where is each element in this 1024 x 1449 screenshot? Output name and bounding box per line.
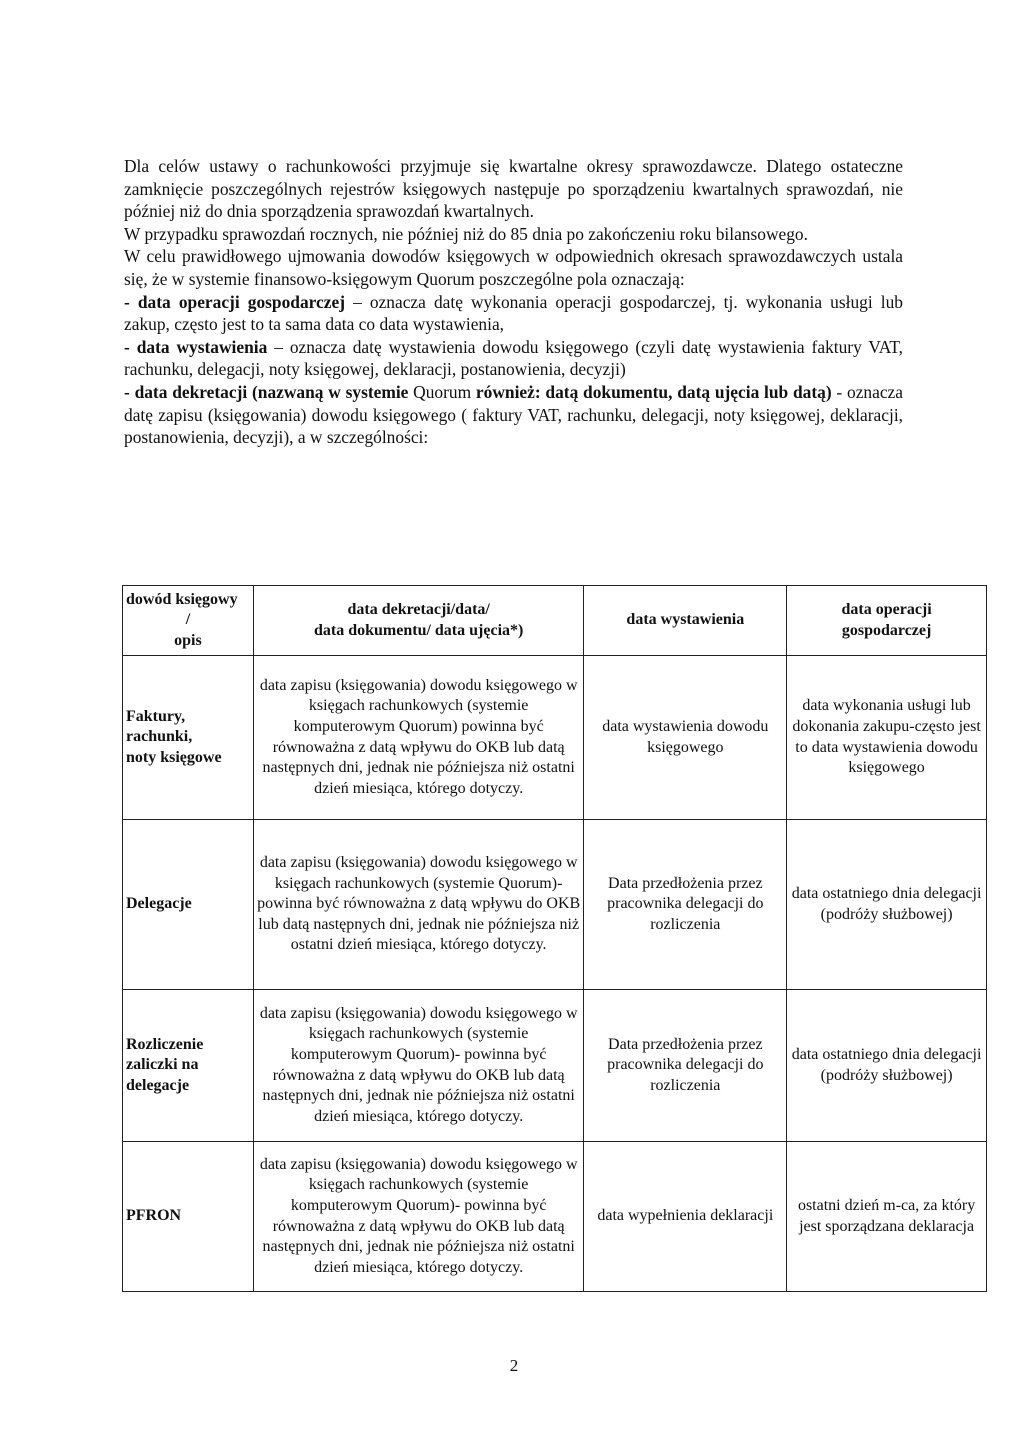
definition-text: – oznacza datę wykonania operacji gospodarczej, tj. wykonania usługi lub zakup, często jest to ta sama data co data wystawienia, — [124, 291, 903, 335]
row-issue-date: data wystawienia dowodu księgowego — [584, 656, 787, 820]
definition-operation-date — [124, 291, 903, 336]
row-operation-date: data ostatniego dnia delegacji (podróży służbowej) — [787, 990, 987, 1142]
header-issue-date: data wystawienia — [584, 586, 787, 656]
document-type-line: zaliczki na — [126, 1056, 199, 1074]
header-line: data dokumentu/ data ujęcia*) — [313, 621, 524, 639]
row-operation-date: data wykonania usługi lub dokonania zakupu-często jest to data wystawienia dowodu księgowego — [787, 656, 987, 820]
table-row — [123, 1142, 987, 1292]
definition-term: - data operacji gospodarczej — [124, 291, 345, 312]
row-document-type — [123, 990, 254, 1142]
row-operation-date: data ostatniego dnia delegacji (podróży służbowej) — [787, 820, 987, 990]
document-type-line: Delegacje — [126, 895, 192, 913]
row-booking-date: data zapisu (księgowania) dowodu księgowego w księgach rachunkowych (systemie Quorum)- powinna być równoważna z datą wpływu do OKB lub datą następnych dni, jednak nie późniejsza niż ostatni dzień miesiąca, którego dotyczy. — [253, 820, 584, 990]
header-line: data operacji — [841, 600, 932, 618]
header-line: opis — [174, 631, 202, 649]
definition-text: - oznacza datę zapisu (księgowania) dowodu księgowego ( faktury VAT, rachunku, delegacji, noty księgowej, deklaracji, postanowienia, decyzji), a w szczególności: — [124, 381, 903, 448]
definition-issue-date — [124, 336, 903, 381]
header-line: / — [185, 611, 191, 629]
page-number: 2 — [509, 1356, 519, 1375]
definition-text: Quorum — [408, 381, 476, 402]
document-type-line: noty księgowe — [126, 748, 222, 766]
row-issue-date: Data przedłożenia przez pracownika delegacji do rozliczenia — [584, 820, 787, 990]
row-document-type — [123, 820, 254, 990]
intro-text — [124, 155, 903, 449]
intro-paragraph-quarterly: Dla celów ustawy o rachunkowości przyjmuje się kwartalne okresy sprawozdawcze. Dlatego ostateczne zamknięcie poszczególnych rejestrów księgowych następuje po sporządzeniu kwartalnych sprawozdań, nie później niż do dnia sporządzenia sprawozdań kwartalnych. — [124, 156, 903, 222]
row-issue-date: Data przedłożenia przez pracownika delegacji do rozliczenia — [584, 990, 787, 1142]
header-line: data dekretacji/data/ — [347, 600, 490, 618]
table-row — [123, 990, 987, 1142]
table-header-row — [123, 586, 987, 656]
definition-term: - data wystawienia — [124, 336, 268, 357]
row-booking-date: data zapisu (księgowania) dowodu księgowego w księgach rachunkowych (systemie komputerowym Quorum)- powinna być równoważna z datą wpływu do OKB lub datą następnych dni, jednak nie późniejsza niż ostatni dzień miesiąca, którego dotyczy. — [253, 1142, 584, 1292]
header-line: gospodarczej — [841, 621, 932, 639]
definition-term: również: datą dokumentu, datą ujęcia lub datą) — [475, 381, 832, 402]
header-document — [123, 586, 254, 656]
row-document-type — [123, 1142, 254, 1292]
row-issue-date: data wypełnienia deklaracji — [584, 1142, 787, 1292]
intro-paragraph-annual: W przypadku sprawozdań rocznych, nie później niż do 85 dnia po zakończeniu roku bilansowego. — [124, 223, 808, 244]
header-booking-date — [253, 586, 584, 656]
document-type-line: Faktury, — [126, 707, 186, 725]
row-booking-date: data zapisu (księgowania) dowodu księgowego w księgach rachunkowych (systemie komputerowym Quorum)- powinna być równoważna z datą wpływu do OKB lub datą następnych dni, jednak nie późniejsza niż ostatni dzień miesiąca, którego dotyczy. — [253, 990, 584, 1142]
document-type-line: rachunki, — [126, 728, 193, 746]
row-operation-date: ostatni dzień m-ca, za który jest sporządzana deklaracja — [787, 1142, 987, 1292]
row-document-type — [123, 656, 254, 820]
intro-paragraph-fields: W celu prawidłowego ujmowania dowodów księgowych w odpowiednich okresach sprawozdawczych ustala się, że w systemie finansowo-księgowym Quorum poszczególne pola oznaczają: — [124, 246, 903, 289]
row-booking-date: data zapisu (księgowania) dowodu księgowego w księgach rachunkowych (systemie komputerowym Quorum) powinna być równoważna z datą wpływu do OKB lub datą następnych dni, jednak nie późniejsza niż ostatni dzień miesiąca, którego dotyczy. — [253, 656, 584, 820]
table-row — [123, 656, 987, 820]
document-type-line: Rozliczenie — [126, 1035, 204, 1053]
definition-booking-date — [124, 381, 903, 449]
table-row — [123, 820, 987, 990]
header-line: dowód księgowy — [126, 590, 238, 608]
header-operation-date — [787, 586, 987, 656]
document-types-table — [122, 585, 987, 1292]
definition-term: - data dekretacji (nazwaną w systemie — [124, 381, 409, 402]
document-type-line: delegacje — [126, 1076, 190, 1094]
document-type-line: PFRON — [126, 1207, 182, 1225]
definition-text: – oznacza datę wystawienia dowodu księgowego (czyli datę wystawienia faktury VAT, rachunku, delegacji, noty księgowej, deklaracji, postanowienia, decyzji) — [124, 336, 903, 380]
